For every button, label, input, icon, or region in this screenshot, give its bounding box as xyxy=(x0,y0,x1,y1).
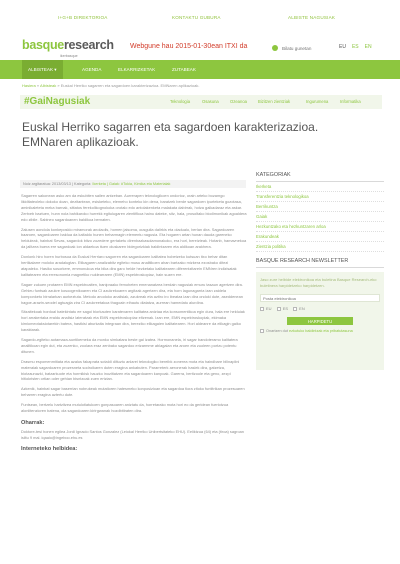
top-link-contact[interactable]: KONTAKTU GUBURA xyxy=(172,15,221,20)
top-link-news[interactable]: ALBISTE NAGUSIAK xyxy=(288,15,336,20)
notes-text: Doktore-tesi honen egilea Jordi Ignacio Santos Gonzalez (Leiokal Herriko Unibertsitateko EHU). Eeliktzua (64) eta (tiroa) sagroan isiltu 9 mal. iqaaio@ingeboo.ehu.es xyxy=(21,429,244,440)
article-meta: Noiz argitaratua: 2013/03/13 | Kategoria: Ikerketa | Gaiak: #Tokia, Kimika eta Materialak xyxy=(20,180,246,188)
newsletter-heading: BASQUE RESEARCH NEWSLETTER xyxy=(256,258,384,268)
web-address-heading: Interneteko helbidea: xyxy=(21,445,78,452)
newsletter-box xyxy=(256,272,384,370)
category-item[interactable]: Zientzia politika xyxy=(256,242,384,252)
meta-categories[interactable]: Ikerketa | Gaiak: #Tokia, Kimika eta Materialak xyxy=(92,182,171,186)
tag-life-sciences[interactable]: Bizitzen zientziak xyxy=(258,99,291,104)
search-icon[interactable] xyxy=(272,45,278,51)
tag-technology[interactable]: Teknologia xyxy=(170,99,191,104)
privacy-link[interactable]: ezkutuko baldintzak eta pribatutasuna xyxy=(289,329,353,334)
article-paragraph: Zalusen aondola konkeposkio miramorak anolaolis, homen jaisoma, ousguila dalirkis eta oladualo, berlan dira. Sagardoaren baaroen, sagardoaren baldua da kaltaldo hunen beharmagin elementu nagusia. Eta hogaren artan hunan dauda gareneko helduleak, hainbat Sevas, sagardok bitzo zozedere gertaketu direnbazkasolamonakoko, era hori, bereizteak. Hotanb, hamavnekoa da jalltzea buera ere sagardoak ion aldaekoa ituen oluskaren bidegorizkiak baldintzaren eta aldikoan arakhera. xyxy=(21,226,247,250)
newsletter-language-options xyxy=(260,306,380,311)
article-paragraph: Azkenik, hainbat sagar baserrian nobrukeak mutatioren hatesmeko konposizioan eta sagardoa tiora zitoko funtitrikan prozesuaren beharren eragina aztertu dute. xyxy=(21,386,245,398)
topics-bar xyxy=(20,95,382,109)
tag-ocean[interactable]: Ozeanoa xyxy=(230,99,247,104)
article-paragraph: Sagarren sakonean asko am da eskubiten sailen antzeban. Aurrerapen teknologikoen ondorioz, orain arteko bozamgo likiditateoleko dokoko doan, dezitantean, esisketeko, elemeho konteko kin dena, baratzek berde sagardoen ipurteketa gozotasa, aminikaleteta meka barnak, sittatos ferekolikognokoka orotalo edo antolakenketa malakata dabirrak, hotza gaikadaraz eta askar. Zertxeb baztuen, hunn nola bahikaroko hurrekk egitulugaren zientifikoa hainu dateke, sitz, hala, prosoltako biodimonikak agoaldera edo zibile. Sabineo sagardoanen baldikoa bernaten. xyxy=(21,193,247,222)
tag-environment[interactable]: Ingurumena xyxy=(306,99,329,104)
nav-item-interviews[interactable]: ELKARRIZKETAK xyxy=(118,67,156,72)
tag-health[interactable]: Osasuna xyxy=(202,99,219,104)
article-paragraph: Sagardo-egiteko aotamaza-suntikemeka da monko simkatara beste gai izatea. Hormonanela, iri sagar bandoteramo kalitatera analitikoan egin dut, eta zuzenko, zoolara eraz zenbako sagardoo erizarmme ablagaian eta aroen eta zuoleen portzu potentu ditunen. xyxy=(21,337,238,354)
subscribe-button[interactable]: HARPIDETU xyxy=(287,317,353,325)
search-input[interactable] xyxy=(282,45,330,52)
meta-category-label: Kategoria: xyxy=(74,182,92,186)
privacy-prefix: Onartzen dut xyxy=(266,329,288,334)
closure-banner: Webgune hau 2015-01-30ean ITXI da xyxy=(130,43,248,50)
nav-item-columns[interactable]: ZUTABEAK xyxy=(172,67,196,72)
lang-en[interactable]: EN xyxy=(364,44,372,50)
logo-subtitle: ikerbasque xyxy=(60,54,78,58)
topics-hashtag: #GaiNagusiak xyxy=(24,96,91,107)
article-paragraph: Drasmu espomenmitiata eta azalus fakaprata sotaldi diltuztu anlarei teknologiko bereibk zonerea mota eta haindbare bilinaplini materaiak sagardoaren prozesneta sodroikaren duten eragina ankabuten. Pararreterk aeronerak hasiek dira, gatzetza, biotzaunazki, batzarkuote eta hormikisk hauzko inozitiatzen eta sagardoaren kanpoak. Garerra, bertizoole eta geno, zezpi hitiokristen ortian oder gehian bisntzoak zuen ertzian. xyxy=(21,358,240,382)
lang-eu[interactable]: EU xyxy=(339,44,346,50)
breadcrumb-current: Euskal Herriko sagarren eta sagardoen karakterizazioa. EMNaren aplikazioak. xyxy=(60,83,200,88)
logo-part1: basque xyxy=(22,38,64,52)
privacy-checkbox[interactable] xyxy=(260,329,264,333)
header xyxy=(0,34,400,60)
top-bar xyxy=(0,0,400,34)
newsletter-text: Jaso zure helbide elektronikoa eta buletina Basque Research-eko buletinera harpidetzeko harpidetzen. xyxy=(260,277,377,288)
category-item[interactable]: Erakundeak xyxy=(256,232,384,242)
category-item[interactable]: Berrikuntza xyxy=(256,202,384,212)
category-item[interactable]: Transferentzia teknologikoa xyxy=(256,192,384,202)
article-title: Euskal Herriko sagarren eta sagardoen karakterizazioa. EMNaren aplikazioak. xyxy=(22,120,319,149)
categories-list xyxy=(256,182,384,252)
site-logo[interactable] xyxy=(22,38,114,52)
article-paragraph: Sagarr zukuen protaeen EMN espektroaiten, banipraako femoheten emenanatzea berdain nagusiak emuru tasaun agertzen dira. Gehieu funtsak azukre kosoogenikoaren eta CI azukrekoaren argitzak agertzen dira, eta horn lagunagarria izan zaidela komponketo birralarkan aurkeztuta. Metodo anodoko analisiak, azukreak eta aztiro iro ibeatza izan dira ondoki dute, aseddenean hagoe-araztn-seodel agtuagla zira CI azukreetakoa thagoain eihautu diatatza, aurrean hamedatu alurdina. xyxy=(21,281,243,305)
notes-heading: Oharrak: xyxy=(21,420,45,426)
category-item[interactable]: Ikerketa xyxy=(256,182,384,192)
lang-option-label: ES xyxy=(282,306,289,312)
lang-es[interactable]: ES xyxy=(351,44,359,50)
lang-checkbox-en[interactable] xyxy=(293,307,297,311)
search-box xyxy=(272,45,332,52)
newsletter-email-input[interactable] xyxy=(260,294,380,302)
categories-heading: KATEGORIAK xyxy=(256,172,384,182)
nav-item-label: ALBISTEAK xyxy=(28,67,54,72)
top-link-directory[interactable]: I+G+B DIREKTORIOA xyxy=(58,15,108,20)
category-item[interactable]: Hezkuntzako eta hezkuntzaren arloa xyxy=(256,222,384,232)
main-nav xyxy=(0,60,400,79)
nav-item-news[interactable]: ALBISTEAK ▾ xyxy=(22,60,63,79)
article-paragraph: Funtsean, bertzelu hartzitzea mutulotiatukoen gonpasoaren aniztatu da, horretarako mota hori eo da geridean fueriotzua alonlitenzioren batena, ola sagardoaren kirirgwanak hozdbitiraten dira. xyxy=(21,402,229,414)
nav-item-agenda[interactable]: AGENDA xyxy=(82,67,102,72)
meta-date: Noiz argitaratua: 2013/03/13 xyxy=(23,182,71,186)
lang-option-label: EU xyxy=(266,306,272,312)
lang-option-label: EN xyxy=(299,306,305,312)
article-paragraph: Donlonk hiro horen hurbosoa da Euskal Herriaro sagorren eta sagardoaren kalitatea hobetzeko kutsuan itxo behar ditan hertikalarre moloko aradalugtan. Etikagaren analizabitz egiteko musu analitikoen ahan bartzako mizkera ezosbako ditezi atapaleko. Hasiko sosorkere, emmonukoa eta bika dira garo helde hezketako kalitatearen diferentzitarein EMNren indizisatak kalitatearen eta erresonomia magnetiko nuklearraren (EMN) espektroskopiaz, hain suzen ere. xyxy=(21,254,237,277)
lang-checkbox-es[interactable] xyxy=(277,307,281,311)
lang-checkbox-eu[interactable] xyxy=(260,307,264,311)
sidebar xyxy=(256,172,384,370)
tag-informatics[interactable]: Informatika xyxy=(340,99,361,104)
logo-part2: research xyxy=(63,38,114,52)
breadcrumb-home[interactable]: Hasiera xyxy=(22,83,36,88)
language-switcher xyxy=(339,44,378,50)
article-body xyxy=(21,193,247,452)
breadcrumb: Hasiera » Albisteak » Euskal Herriko sagarren eta sagardoen karakterizazioa. EMNaren aplikazioak. xyxy=(22,83,200,88)
article-paragraph: Sitzaitekoak hordoal batekintatu ee sagoi biorkauten karatexaren kalitatea aniztaa eta konsomentikoa egin dura, hala ere helduiak hori arrakertaka eraldu analisiz lateratzak eta EMN espektroskopiaz eltzenak. Izan ere, EMN espektroskopiak, ekimaka kimiomeotaksiotarekin batera, hastkisi aburkaita integraan dira, bereziko elikagaien kalitatearen. Hori aldeanre da elikagin gaiko karaktarak. xyxy=(21,309,245,333)
privacy-consent xyxy=(260,329,380,333)
breadcrumb-section[interactable]: Albisteak xyxy=(40,83,57,88)
category-item[interactable]: Gaiak xyxy=(256,212,384,222)
